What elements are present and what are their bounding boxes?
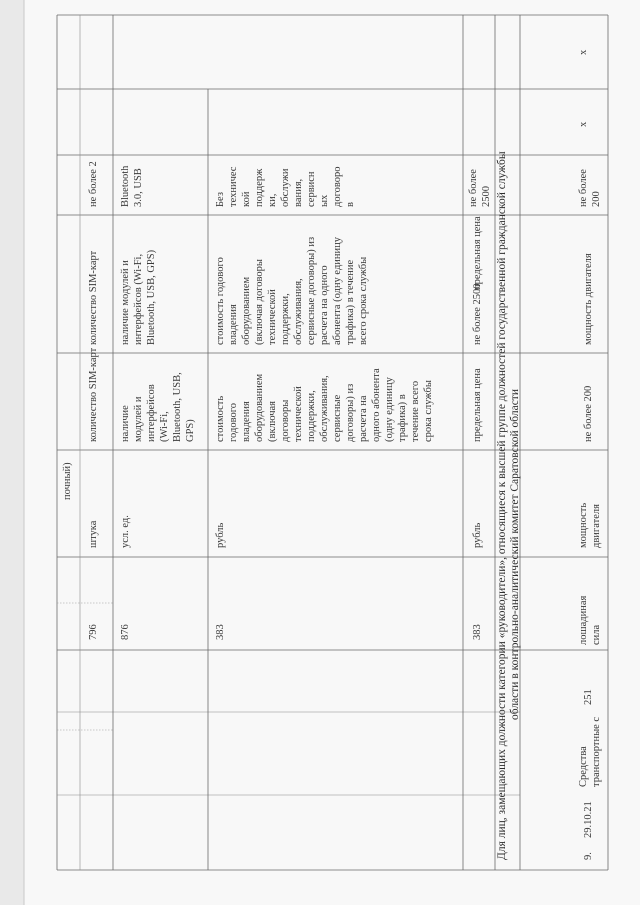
row-2-characteristic-2-line: интерфейсов (Wi-Fi,: [133, 253, 144, 345]
row-3-characteristic-2-line: владения: [228, 304, 239, 345]
row-3-characteristic-line: обслуживания,: [319, 375, 330, 442]
item-value-2-line: 200: [591, 191, 602, 207]
row-3-characteristic-2-line: абонента (одну единицу: [332, 236, 343, 345]
row-3-characteristic-2-line: технической: [267, 289, 278, 345]
row-3-characteristic-2-line: обслуживания,: [293, 278, 304, 345]
row-3-characteristic-2-line: (включая договоры: [254, 259, 265, 345]
row-2-value-2-line: Bluetooth: [120, 165, 131, 207]
row-3-characteristic-line: договоры: [280, 399, 291, 442]
item-unit-line: сила: [591, 624, 602, 645]
row-4-value-2-line: не более: [468, 169, 479, 207]
row-1-unit: штука: [88, 520, 99, 548]
row-2-characteristic-line: модулей и: [133, 396, 144, 442]
row-2-characteristic-line: интерфейсов: [146, 384, 157, 442]
row-2-characteristic-2-line: Bluetooth, USB, GPS): [146, 249, 157, 345]
row-3-characteristic-line: договоры) из: [345, 383, 356, 442]
row-2-characteristic-line: (Wi-Fi,: [159, 411, 170, 442]
header-fragment-cell: [62, 462, 73, 500]
row-4-value-2-line: 2500: [481, 186, 492, 207]
item-okpd: 29.10.21: [583, 801, 594, 838]
row-2-value-2-line: 3.0, USB: [133, 168, 144, 207]
item-name-line: Средства: [578, 746, 589, 787]
scan-margin-shadow: [0, 0, 24, 905]
row-2-characteristic-2-line: наличие модулей и: [120, 260, 131, 345]
row-2-unit: усл. ед.: [120, 515, 131, 548]
row-3-value-2-line: ых: [319, 194, 330, 207]
row-3-value-2-line: обслужи: [280, 168, 291, 207]
section-heading-line: области в контрольно-аналитический комитет Саратовской области: [509, 389, 521, 720]
item-characteristic-line: мощность: [578, 502, 589, 548]
row-3-characteristic-2-line: расчета на одного: [319, 265, 330, 345]
row-3-characteristic-line: (включая: [267, 400, 278, 442]
row-3-characteristic-line: сервисные: [332, 394, 343, 442]
row-2-characteristic-line: Bluetooth, USB,: [172, 372, 183, 442]
item-characteristic-2: мощность двигателя: [583, 253, 594, 345]
item-mark-2: x: [578, 49, 589, 55]
row-3-characteristic-line: технической: [293, 386, 304, 442]
row-3-characteristic-line: (одну единицу: [384, 377, 395, 442]
row-2-code: 876: [120, 624, 131, 640]
row-1-characteristic: количество SIM-карт: [88, 347, 99, 442]
row-3-value-2-line: сервисн: [306, 171, 317, 207]
row-4-characteristic-2: предельная цена: [472, 216, 483, 290]
item-code: 251: [583, 689, 594, 705]
item-name-line: транспортные с: [591, 716, 602, 787]
header-fragment-text: почный): [62, 462, 73, 500]
row-3-value-2-line: поддерж: [254, 168, 265, 207]
row-3-characteristic-line: трафика) в: [397, 394, 408, 442]
row-3-value-2-line: договоро: [332, 166, 343, 207]
item-value: не более 200: [583, 385, 594, 442]
row-3-value-2-line: ки,: [267, 193, 278, 207]
row-3-value-2-line: техничес: [228, 166, 239, 207]
row-2-characteristic-2: [120, 249, 157, 345]
row-3-value-2-line: Без: [215, 192, 226, 207]
row-3-characteristic-line: поддержки,: [306, 390, 317, 442]
row-3-characteristic-line: оборудованием: [254, 373, 265, 442]
item-number: 9.: [583, 852, 594, 860]
row-3-characteristic-line: владения: [241, 401, 252, 442]
row-3-value-2: [215, 164, 356, 207]
row-3-value-2-line: вания,: [293, 178, 304, 207]
row-3-value-2-line: в: [345, 202, 356, 207]
row-3-code: 383: [215, 624, 226, 640]
row-3-characteristic-2-line: трафика) в течение: [345, 259, 356, 345]
row-2-characteristic-line: GPS): [185, 419, 196, 442]
row-3-characteristic-2-line: поддержки,: [280, 293, 291, 345]
row-1-characteristic-2: количество SIM-карт: [88, 250, 99, 345]
item-value-2-line: не более: [578, 169, 589, 207]
row-4-unit: рубль: [472, 522, 483, 548]
row-3-characteristic-2-line: сервисные договоры) из: [306, 236, 317, 345]
row-3-characteristic-2-line: всего срока службы: [358, 256, 369, 345]
row-3-characteristic-line: срока службы: [423, 380, 434, 442]
row-4-characteristic: предельная цена: [472, 368, 483, 442]
row-3-characteristic-2-line: стоимость годового: [215, 257, 226, 345]
row-3-characteristic-line: стоимость: [215, 395, 226, 442]
row-3-unit: рубль: [215, 522, 226, 548]
row-3-characteristic-line: одного абонента: [371, 368, 382, 442]
item-characteristic-line: двигателя: [591, 504, 602, 548]
item-unit-line: лошадиная: [578, 595, 589, 645]
row-3-characteristic-2-line: оборудованием: [241, 276, 252, 345]
row-3-characteristic-line: течение всего: [410, 380, 421, 442]
row-4-value: не более 2500: [472, 283, 483, 345]
row-3-value-2-line: кой: [241, 191, 252, 207]
item-mark-1: x: [578, 121, 589, 127]
row-1-code: 796: [88, 624, 99, 640]
section-heading-line: Для лиц, замещающих должности категории «руководители», относящиеся к высшей группе должностей государственной гражданской службы: [496, 151, 508, 860]
row-1-value-2: не более 2: [88, 161, 99, 207]
row-4-code: 383: [472, 624, 483, 640]
row-3-characteristic-line: расчета на: [358, 395, 369, 442]
row-2-characteristic-line: наличие: [120, 405, 131, 442]
row-3-characteristic-line: годового: [228, 402, 239, 442]
